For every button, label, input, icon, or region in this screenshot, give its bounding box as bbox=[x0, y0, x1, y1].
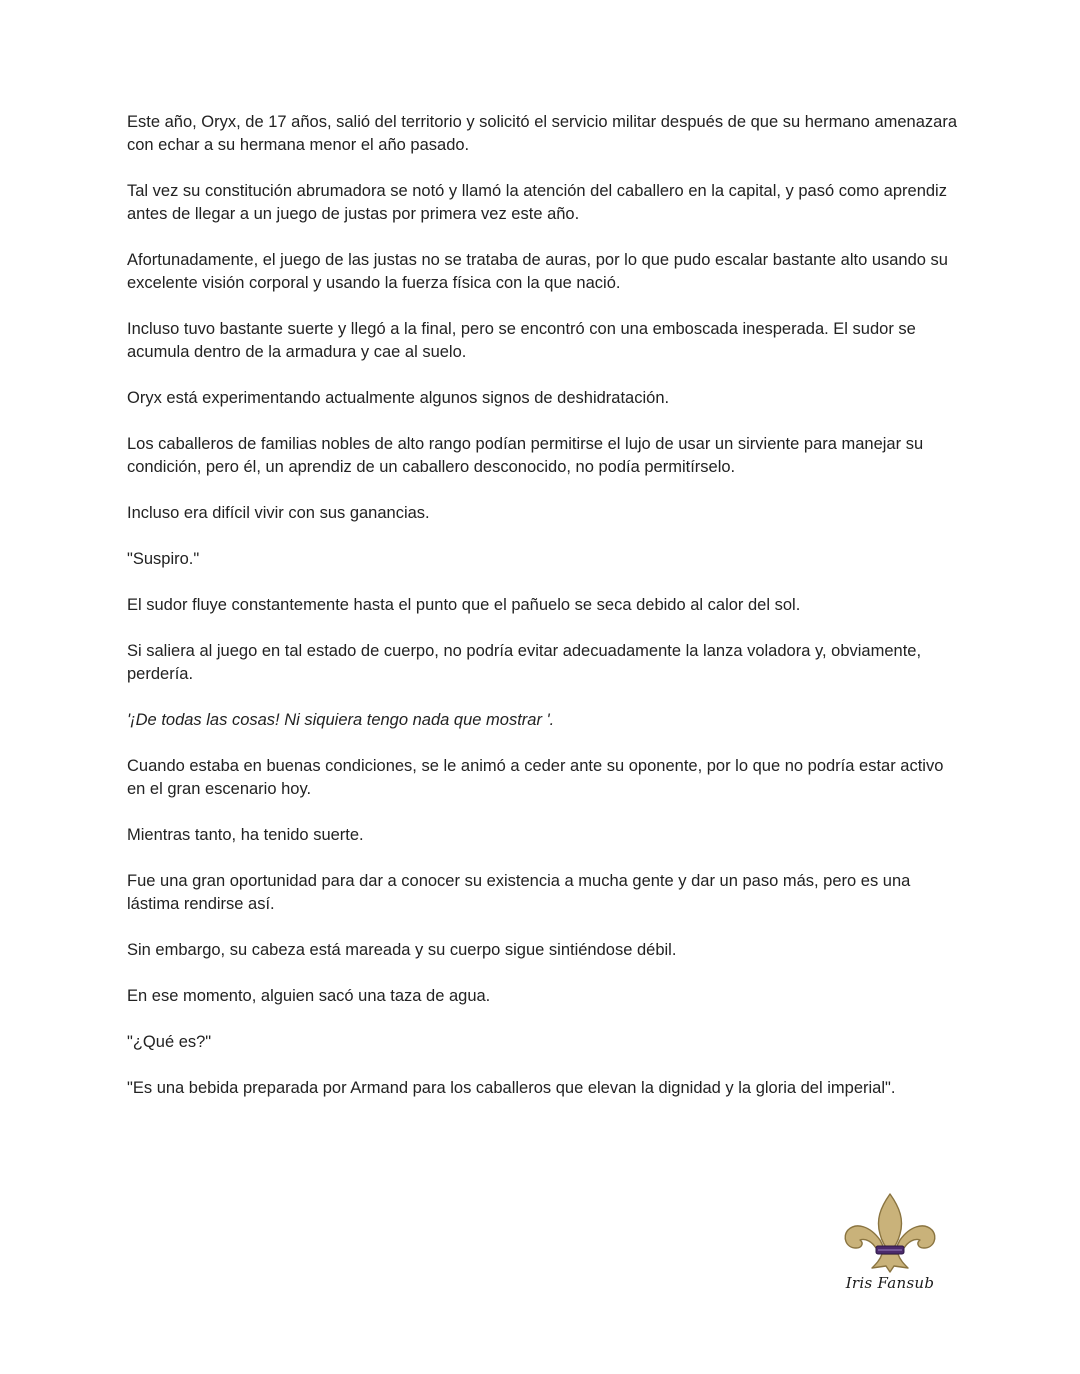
paragraph-italic-thought: '¡De todas las cosas! Ni siquiera tengo nada que mostrar '. bbox=[127, 711, 555, 729]
paragraph: Fue una gran oportunidad para dar a conocer su existencia a mucha gente y dar un paso más, pero es una lástima rendirse así. bbox=[127, 872, 911, 913]
paragraph: Oryx está experimentando actualmente algunos signos de deshidratación. bbox=[127, 389, 670, 407]
fansub-logo-text: Iris Fansub bbox=[845, 1274, 935, 1292]
document-body bbox=[127, 111, 957, 1123]
paragraph: Si saliera al juego en tal estado de cuerpo, no podría evitar adecuadamente la lanza voladora y, obviamente, perdería. bbox=[127, 642, 922, 683]
paragraph: Afortunadamente, el juego de las justas no se trataba de auras, por lo que pudo escalar bastante alto usando su excelente visión corporal y usando la fuerza física con la que nació. bbox=[127, 251, 948, 292]
paragraph: Tal vez su constitución abrumadora se notó y llamó la atención del caballero en la capital, y pasó como aprendiz antes de llegar a un juego de justas por primera vez este año. bbox=[127, 182, 947, 223]
paragraph: Los caballeros de familias nobles de alto rango podían permitirse el lujo de usar un sirviente para manejar su condición, pero él, un aprendiz de un caballero desconocido, no podía permitírselo. bbox=[127, 435, 924, 476]
paragraph: Este año, Oryx, de 17 años, salió del territorio y solicitó el servicio militar después de que su hermano amenazara con echar a su hermana menor el año pasado. bbox=[127, 113, 957, 154]
paragraph: El sudor fluye constantemente hasta el punto que el pañuelo se seca debido al calor del sol. bbox=[127, 596, 801, 614]
paragraph: Mientras tanto, ha tenido suerte. bbox=[127, 826, 364, 844]
paragraph: Incluso era difícil vivir con sus ganancias. bbox=[127, 504, 430, 522]
paragraph: En ese momento, alguien sacó una taza de agua. bbox=[127, 987, 491, 1005]
fleur-de-lis-icon bbox=[840, 1190, 940, 1274]
paragraph: Incluso tuvo bastante suerte y llegó a la final, pero se encontró con una emboscada inesperada. El sudor se acumula dentro de la armadura y cae al suelo. bbox=[127, 320, 916, 361]
fansub-logo bbox=[840, 1190, 940, 1300]
paragraph: Sin embargo, su cabeza está mareada y su cuerpo sigue sintiéndose débil. bbox=[127, 941, 677, 959]
paragraph: "Suspiro." bbox=[127, 550, 200, 568]
paragraph: "Es una bebida preparada por Armand para los caballeros que elevan la dignidad y la gloria del imperial". bbox=[127, 1079, 896, 1097]
paragraph: Cuando estaba en buenas condiciones, se le animó a ceder ante su oponente, por lo que no podría estar activo en el gran escenario hoy. bbox=[127, 757, 944, 798]
paragraph: "¿Qué es?" bbox=[127, 1033, 212, 1051]
